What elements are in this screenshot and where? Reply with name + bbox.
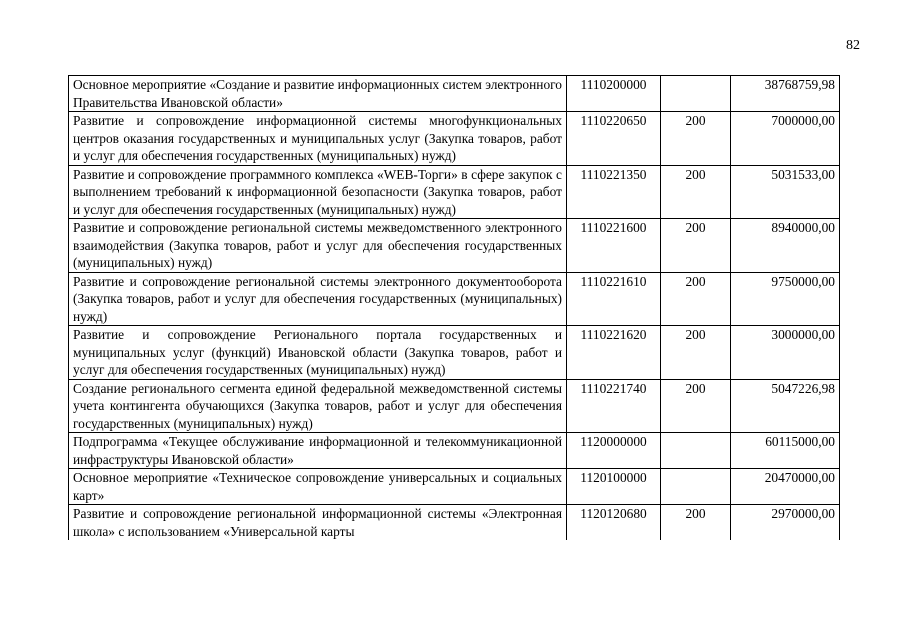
table-row — [69, 165, 840, 219]
row-code: 1120100000 — [567, 469, 661, 505]
row-code: 1110221600 — [567, 219, 661, 273]
table-row — [69, 219, 840, 273]
row-amount: 8940000,00 — [731, 219, 840, 273]
row-expense-type: 200 — [661, 219, 731, 273]
row-code: 1110221610 — [567, 272, 661, 326]
row-amount: 60115000,00 — [731, 433, 840, 469]
row-description: Создание регионального сегмента единой федеральной межведомственной системы учета контингента обучающихся (Закупка товаров, работ и услуг для обеспечения государственных (муниципальных) нужд) — [69, 379, 567, 433]
row-amount: 38768759,98 — [731, 76, 840, 112]
row-expense-type: 200 — [661, 112, 731, 166]
row-description: Развитие и сопровождение Регионального портала государственных и муниципальных услуг (функций) Ивановской области (Закупка товаров, работ и услуг для обеспечения государственных (муниципальных) нужд) — [69, 326, 567, 380]
row-amount: 9750000,00 — [731, 272, 840, 326]
table-row — [69, 379, 840, 433]
row-description: Подпрограмма «Текущее обслуживание информационной и телекоммуникационной инфраструктуры Ивановской области» — [69, 433, 567, 469]
row-expense-type: 200 — [661, 272, 731, 326]
row-code: 1110221350 — [567, 165, 661, 219]
row-description: Развитие и сопровождение региональной информационной системы «Электронная школа» с использованием «Универсальной карты — [69, 505, 567, 541]
row-expense-type: 200 — [661, 379, 731, 433]
row-description: Основное мероприятие «Создание и развитие информационных систем электронного Правительства Ивановской области» — [69, 76, 567, 112]
row-code: 1110200000 — [567, 76, 661, 112]
table-row — [69, 76, 840, 112]
row-expense-type — [661, 433, 731, 469]
row-amount: 7000000,00 — [731, 112, 840, 166]
table-row — [69, 433, 840, 469]
row-code: 1110221740 — [567, 379, 661, 433]
row-expense-type: 200 — [661, 326, 731, 380]
row-description: Развитие и сопровождение программного комплекса «WEB-Торги» в сфере закупок с выполнением требований к информационной безопасности (Закупка товаров, работ и услуг для обеспечения государственных (муниципальных) нужд) — [69, 165, 567, 219]
table-row — [69, 469, 840, 505]
row-description: Развитие и сопровождение информационной системы многофункциональных центров оказания государственных и муниципальных услуг (Закупка товаров, работ и услуг для обеспечения государственных (муниципальных) нужд) — [69, 112, 567, 166]
row-code: 1120000000 — [567, 433, 661, 469]
row-code: 1120120680 — [567, 505, 661, 541]
row-expense-type — [661, 76, 731, 112]
row-amount: 3000000,00 — [731, 326, 840, 380]
table-row — [69, 505, 840, 541]
row-description: Основное мероприятие «Техническое сопровождение универсальных и социальных карт» — [69, 469, 567, 505]
row-amount: 20470000,00 — [731, 469, 840, 505]
row-code: 1110220650 — [567, 112, 661, 166]
row-amount: 5031533,00 — [731, 165, 840, 219]
row-amount: 5047226,98 — [731, 379, 840, 433]
row-amount: 2970000,00 — [731, 505, 840, 541]
page-number: 82 — [846, 38, 860, 53]
budget-table — [68, 75, 840, 540]
row-code: 1110221620 — [567, 326, 661, 380]
table-row — [69, 326, 840, 380]
table-row — [69, 112, 840, 166]
row-expense-type: 200 — [661, 505, 731, 541]
row-expense-type — [661, 469, 731, 505]
row-expense-type: 200 — [661, 165, 731, 219]
row-description: Развитие и сопровождение региональной системы электронного документооборота (Закупка товаров, работ и услуг для обеспечения государственных (муниципальных) нужд) — [69, 272, 567, 326]
row-description: Развитие и сопровождение региональной системы межведомственного электронного взаимодействия (Закупка товаров, работ и услуг для обеспечения государственных (муниципальных) нужд) — [69, 219, 567, 273]
table-row — [69, 272, 840, 326]
